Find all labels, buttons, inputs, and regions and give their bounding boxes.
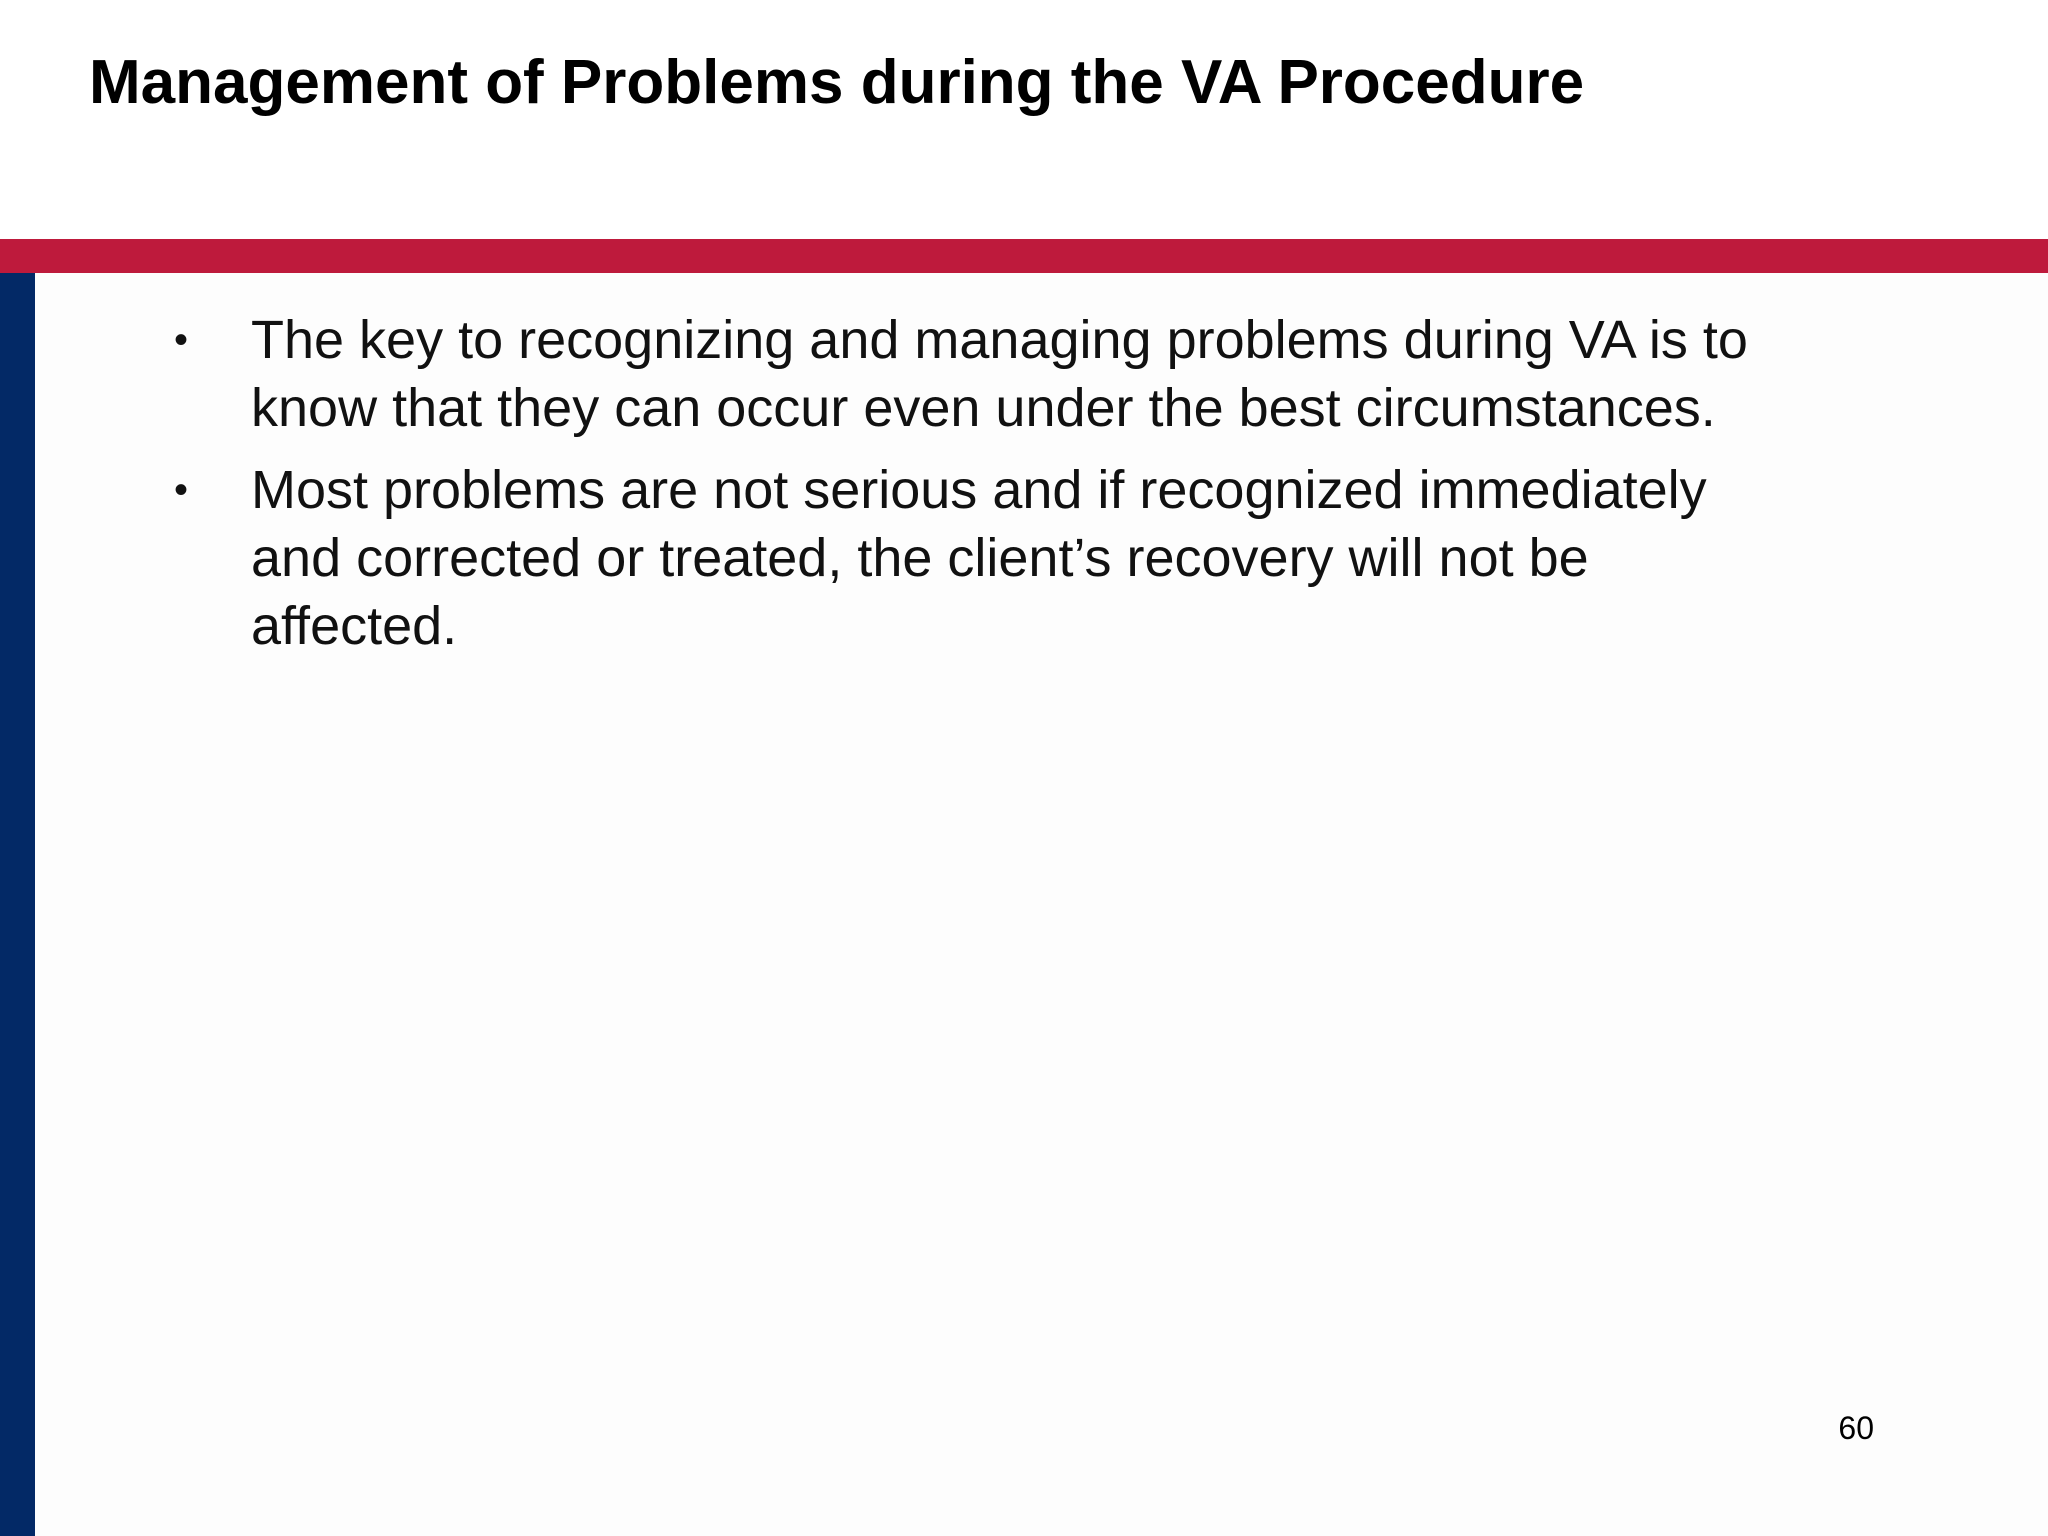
bullet-item [170, 306, 1870, 442]
slide-title: Management of Problems during the VA Procedure [89, 48, 1585, 117]
bullet-text-line: affected. [251, 596, 458, 656]
title-area [0, 0, 2048, 239]
bullet-text-line: Most problems are not serious and if recognized immediately [251, 460, 1707, 520]
bullet-list [170, 306, 1870, 674]
bullet-text-line: and corrected or treated, the client’s recovery will not be [251, 528, 1589, 588]
red-accent-band [0, 239, 2048, 273]
blue-accent-band [0, 273, 35, 1536]
bullet-icon: • [174, 468, 189, 512]
bullet-item [170, 456, 1870, 660]
page-number: 60 [1838, 1410, 1874, 1446]
bullet-text-line: The key to recognizing and managing problems during VA is to [251, 310, 1748, 370]
bullet-text-line: know that they can occur even under the best circumstances. [251, 378, 1716, 438]
bullet-icon: • [174, 318, 189, 362]
